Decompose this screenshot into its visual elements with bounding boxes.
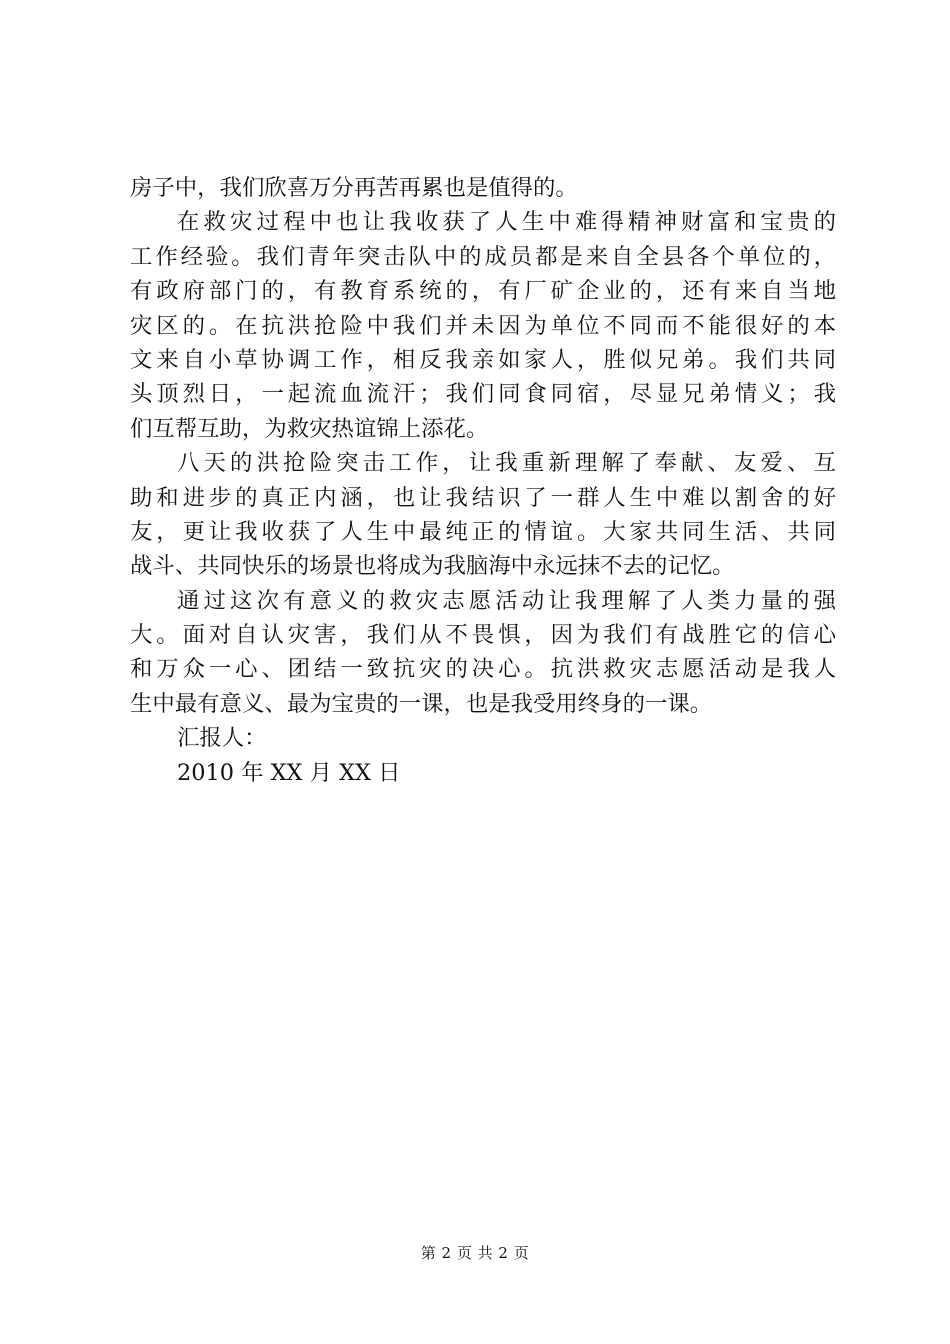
text-line: 助和进步的真正内涵，也让我结识了一群人生中难以割舍的好 (130, 484, 836, 511)
text-line: 文来自小草协调工作，相反我亲如家人，胜似兄弟。我们共同 (130, 346, 836, 373)
text-line: 工作经验。我们青年突击队中的成员都是来自全县各个单位的， (130, 243, 836, 270)
text-line: 生中最有意义、最为宝贵的一课，也是我受用终身的一课。 (130, 690, 713, 717)
text-line: 灾区的。在抗洪抢险中我们并未因为单位不同而不能很好的本 (130, 312, 836, 339)
text-line: 大。面对自认灾害，我们从不畏惧，因为我们有战胜它的信心 (130, 622, 836, 649)
reporter-label: 汇报人： (177, 725, 267, 752)
text-line: 有政府部门的，有教育系统的，有厂矿企业的，还有来自当地 (130, 278, 836, 305)
text-line: 战斗、共同快乐的场景也将成为我脑海中永远抹不去的记忆。 (130, 553, 735, 580)
text-line: 和万众一心、团结一致抗灾的决心。抗洪救灾志愿活动是我人 (130, 656, 836, 683)
text-line: 八天的洪抢险突击工作，让我重新理解了奉献、友爱、互 (177, 450, 836, 477)
text-line: 通过这次有意义的救灾志愿活动让我理解了人类力量的强 (177, 587, 836, 614)
text-line: 头顶烈日，一起流血流汗；我们同食同宿，尽显兄弟情义；我 (130, 381, 836, 408)
text-line: 房子中，我们欣喜万分再苦再累也是值得的。 (130, 175, 578, 201)
text-line: 们互帮互助，为救灾热谊锦上添花。 (130, 415, 489, 442)
report-body (130, 171, 836, 790)
text-line: 在救灾过程中也让我收获了人生中难得精神财富和宝贵的 (177, 209, 836, 236)
report-date: 2010 年 XX 月 XX 日 (177, 759, 401, 786)
text-line: 友，更让我收获了人生中最纯正的情谊。大家共同生活、共同 (130, 518, 836, 545)
page-number-footer: 第 2 页 共 2 页 (420, 1244, 530, 1262)
